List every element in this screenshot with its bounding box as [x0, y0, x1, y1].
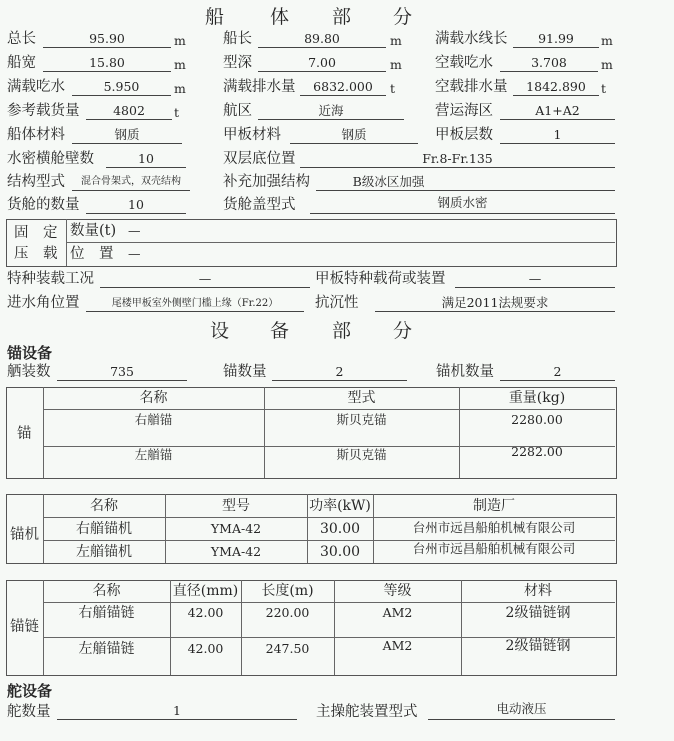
field-unit: m: [390, 33, 402, 48]
table-cell: AM2: [382, 605, 413, 620]
field-unit: m: [601, 33, 613, 48]
field-unit: m: [601, 57, 613, 72]
table-header: 等级: [383, 583, 412, 599]
ballast-qty-value: —: [128, 223, 141, 238]
field-label: 货舱的数量: [7, 197, 80, 213]
field-label: 锚数量: [223, 364, 267, 380]
windlass-side-label: 锚机: [10, 527, 39, 543]
table-header: 型式: [347, 390, 376, 406]
field-value: B级冰区加强: [352, 174, 425, 189]
field-value: 1: [173, 703, 181, 718]
table-cell: 2280.00: [511, 412, 563, 427]
field-value: 91.99: [538, 31, 574, 46]
field-label: 甲板特种载荷或装置: [315, 271, 446, 287]
table-cell: 右艏锚链: [78, 605, 135, 621]
field-value: 满足2011法规要求: [441, 295, 549, 310]
field-value: —: [198, 271, 212, 286]
field-value: 95.90: [89, 31, 125, 46]
field-label: 舾装数: [7, 364, 51, 380]
chain-side-label: 锚链: [10, 619, 39, 635]
table-cell: 30.00: [319, 544, 361, 560]
table-cell: YMA-42: [210, 521, 262, 536]
field-value: 2: [553, 364, 562, 379]
field-label: 营运海区: [435, 103, 493, 119]
field-value: —: [528, 271, 542, 286]
field-label: 结构型式: [7, 174, 65, 190]
field-unit: m: [174, 81, 186, 96]
table-cell: AM2: [382, 638, 413, 653]
table-cell: 斯贝克锚: [336, 447, 387, 462]
table-header: 材料: [524, 583, 552, 599]
field-label: 锚机数量: [436, 364, 494, 380]
field-label: 航区: [223, 103, 252, 119]
hull-title-char: 分: [393, 6, 413, 28]
field-label: 甲板材料: [223, 127, 281, 143]
table-cell: 台州市远昌船舶机械有限公司: [412, 541, 576, 556]
field-value: 6832.000: [313, 79, 373, 94]
table-header: 名称: [92, 583, 121, 599]
field-value: 15.80: [89, 55, 125, 70]
field-label: 总长: [7, 31, 36, 47]
hull-title-char: 体: [270, 6, 290, 28]
field-value: 10: [128, 197, 144, 212]
equipment-title-char: 备: [270, 320, 290, 342]
field-value: 近海: [318, 103, 344, 118]
field-value: 5.950: [103, 79, 140, 94]
ballast-label: 压 载: [14, 246, 58, 262]
hull-title-char: 部: [332, 6, 352, 28]
ballast-qty-label: 数量(t): [70, 223, 117, 239]
table-cell: YMA-42: [210, 544, 262, 559]
table-cell: 左艏锚: [134, 447, 173, 462]
field-label: 抗沉性: [315, 295, 359, 311]
table-cell: 2级锚链钢: [505, 605, 571, 621]
field-label: 甲板层数: [435, 127, 493, 143]
table-header: 名称: [139, 390, 168, 406]
field-label: 满载排水量: [223, 79, 296, 95]
field-label: 水密横舱壁数: [7, 151, 94, 167]
field-value: 钢质: [114, 127, 140, 142]
field-unit: t: [174, 105, 180, 120]
field-value: 1842.890: [526, 79, 586, 94]
field-value: 89.80: [304, 31, 340, 46]
field-value: 钢质: [341, 127, 367, 142]
field-value: Fr.8-Fr.135: [422, 151, 493, 166]
table-cell: 247.50: [265, 641, 310, 656]
ballast-position-value: —: [128, 246, 141, 261]
hull-title-char: 船: [205, 6, 225, 28]
field-label: 船宽: [7, 55, 36, 71]
field-label: 船长: [223, 31, 252, 47]
field-label: 满载吃水: [7, 79, 65, 95]
table-cell: 左艏锚机: [76, 544, 132, 560]
equipment-title-char: 设: [210, 320, 230, 342]
ballast-label: 固 定: [14, 225, 58, 241]
field-value: 电动液压: [496, 701, 547, 716]
field-label: 型深: [223, 55, 252, 71]
table-cell: 2级锚链钢: [505, 638, 571, 654]
field-label: 舵数量: [7, 704, 51, 720]
table-header: 名称: [90, 498, 118, 514]
field-value: 3.708: [531, 55, 567, 70]
field-label: 参考载货量: [7, 103, 80, 119]
field-label: 补充加强结构: [223, 174, 310, 190]
ballast-position-label: 位 置: [70, 246, 114, 262]
table-cell: 左艏锚链: [78, 641, 135, 657]
field-value: 1: [553, 127, 562, 142]
table-header: 长度(m): [261, 583, 314, 599]
field-unit: m: [174, 57, 186, 72]
table-cell: 右艏锚: [134, 412, 173, 427]
field-value: 尾楼甲板室外侧壁门槛上缘（Fr.22）: [111, 298, 279, 309]
field-value: 10: [138, 151, 154, 166]
field-label: 空载吃水: [435, 55, 493, 71]
table-cell: 30.00: [319, 521, 361, 537]
field-unit: m: [174, 33, 186, 48]
field-label: 满载水线长: [435, 31, 508, 47]
field-value: 4802: [113, 103, 145, 118]
field-label: 空载排水量: [435, 79, 508, 95]
table-cell: 右艏锚机: [76, 521, 132, 537]
field-value: 混合骨架式，双壳结构: [81, 176, 181, 187]
table-cell: 42.00: [187, 605, 224, 620]
table-cell: 42.00: [187, 641, 224, 656]
field-label: 船体材料: [7, 127, 65, 143]
equipment-title-char: 分: [393, 320, 413, 342]
field-unit: t: [390, 81, 396, 96]
anchor-equipment-heading: 锚设备: [7, 344, 53, 362]
equipment-title-char: 部: [332, 320, 352, 342]
field-label: 货舱盖型式: [223, 197, 296, 213]
table-cell: 2282.00: [511, 444, 563, 459]
field-label: 双层底位置: [223, 151, 296, 167]
field-value: 7.00: [308, 55, 336, 70]
table-cell: 台州市远昌船舶机械有限公司: [412, 520, 576, 535]
table-cell: 斯贝克锚: [336, 412, 387, 427]
field-unit: m: [390, 57, 402, 72]
table-cell: 220.00: [265, 605, 310, 620]
table-header: 制造厂: [473, 498, 515, 514]
table-header: 型号: [222, 498, 250, 514]
rudder-equipment-heading: 舵设备: [7, 682, 53, 700]
anchor-side-label: 锚: [17, 426, 32, 442]
table-header: 直径(mm): [172, 583, 239, 599]
field-value: A1+A2: [535, 103, 580, 118]
table-header: 重量(kg): [508, 390, 566, 406]
field-value: 735: [110, 364, 134, 379]
field-label: 进水角位置: [7, 295, 80, 311]
field-value: 钢质水密: [437, 195, 488, 210]
field-value: 2: [335, 364, 344, 379]
field-unit: t: [601, 81, 607, 96]
table-header: 功率(kW): [309, 498, 371, 514]
field-label: 主操舵装置型式: [316, 704, 418, 720]
field-label: 特种装载工况: [7, 271, 94, 287]
